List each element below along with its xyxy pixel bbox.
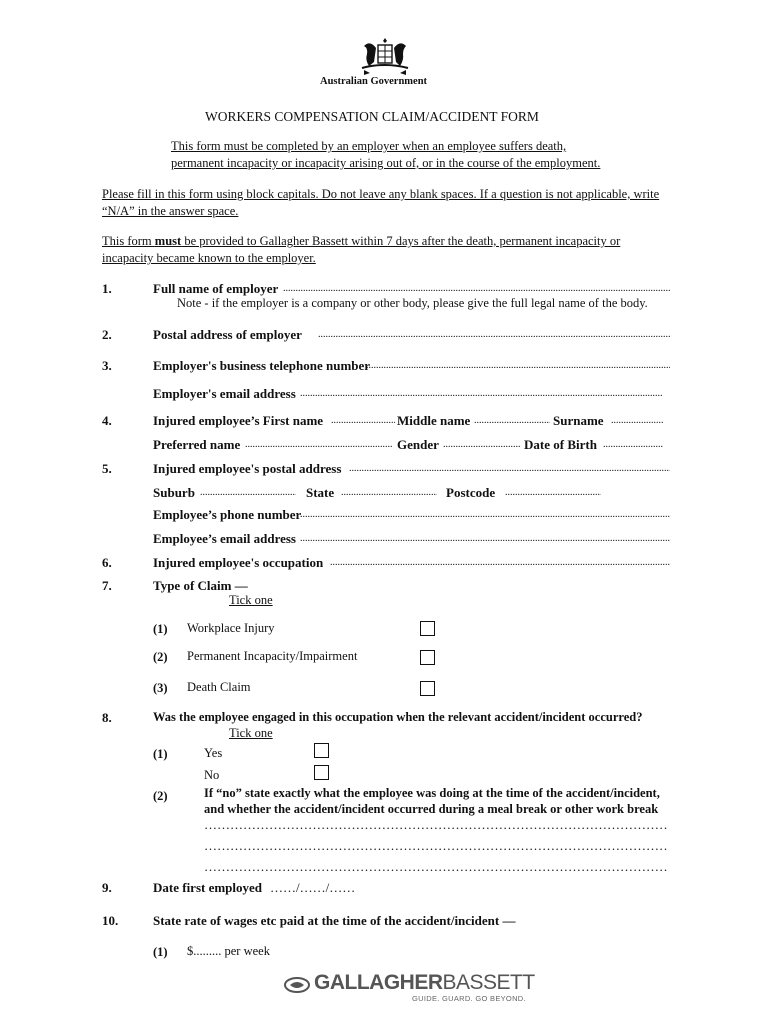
claim-type-label: Type of Claim — (153, 578, 248, 593)
employer-phone-field[interactable] (366, 360, 670, 371)
logo-name-regular: BASSETT (442, 971, 535, 994)
logo-tagline: GUIDE. GUARD. GO BEYOND. (412, 994, 526, 1003)
surname-field[interactable] (611, 415, 663, 426)
date-employed-label: Date first employed (153, 880, 263, 895)
coat-of-arms-icon (356, 36, 414, 78)
suburb-field[interactable] (200, 487, 296, 498)
q6-number: 6. (102, 555, 112, 570)
employee-postal-label: Injured employee's postal address (153, 461, 342, 476)
if-no-line-1: If “no” state exactly what the employee was doing at the time of the accident/incident, (204, 786, 660, 800)
postcode-field[interactable] (505, 487, 601, 498)
surname-label: Surname (553, 413, 604, 428)
employer-email-label: Employer's email address (153, 386, 296, 401)
if-no-line-2: and whether the accident/incident occurred during a meal break or other work break (204, 802, 659, 816)
instructions-line-2: “N/A” in the answer space. (102, 204, 239, 218)
employer-name-note: Note - if the employer is a company or other body, please give the full legal name of the body. (177, 296, 648, 310)
q3-number: 3. (102, 358, 112, 373)
postcode-label: Postcode (446, 485, 496, 500)
employee-phone-field[interactable] (300, 509, 670, 520)
gallagher-bassett-logo (314, 971, 535, 995)
engaged-option-1-number: (1) (153, 747, 168, 761)
middle-name-label: Middle name (397, 413, 471, 428)
provide-post: be provided to Gallagher Bassett within 7 days after the death, permanent incapacity or (181, 234, 621, 248)
q8-number: 8. (102, 710, 112, 725)
yes-label: Yes (204, 746, 223, 760)
preferred-name-field[interactable] (245, 439, 393, 450)
claim-option-3-number: (3) (153, 681, 168, 695)
claim-tick-one: Tick one (229, 593, 273, 607)
wages-label: State rate of wages etc paid at the time of the accident/incident — (153, 913, 516, 928)
employer-postal-field[interactable] (318, 329, 670, 340)
preferred-name-label: Preferred name (153, 437, 241, 452)
no-checkbox[interactable] (314, 765, 329, 780)
claim-option-1-number: (1) (153, 622, 168, 636)
if-no-answer-line-3[interactable] (204, 859, 668, 875)
employee-phone-label: Employee’s phone number (153, 507, 302, 522)
wages-per-week-field[interactable]: $......... per week (187, 944, 270, 958)
employer-email-field[interactable] (300, 388, 662, 399)
first-name-label: Injured employee’s First name (153, 413, 324, 428)
provide-line-1 (102, 234, 620, 249)
intro-line-1: This form must be completed by an employer when an employee suffers death, (171, 139, 567, 153)
engaged-question: Was the employee engaged in this occupation when the relevant accident/incident occurred? (153, 710, 643, 724)
first-name-field[interactable] (331, 415, 395, 426)
dob-field[interactable] (603, 439, 663, 450)
employer-postal-label: Postal address of employer (153, 327, 302, 342)
engaged-tick-one: Tick one (229, 726, 273, 740)
middle-name-field[interactable] (474, 415, 550, 426)
employee-email-label: Employee’s email address (153, 531, 296, 546)
q5-number: 5. (102, 461, 112, 476)
claim-option-2-number: (2) (153, 650, 168, 664)
provide-line-2: incapacity became known to the employer. (102, 251, 316, 265)
form-title: WORKERS COMPENSATION CLAIM/ACCIDENT FORM (205, 109, 539, 124)
workplace-injury-checkbox[interactable] (420, 621, 435, 636)
employee-postal-field[interactable] (349, 463, 670, 474)
occupation-field[interactable] (330, 557, 670, 568)
if-no-answer-line-2[interactable] (204, 838, 668, 854)
employee-email-field[interactable] (300, 533, 670, 544)
q2-number: 2. (102, 327, 112, 342)
government-name: Australian Government (320, 76, 428, 87)
intro-line-2: permanent incapacity or incapacity arising out of, or in the course of the employment. (171, 156, 601, 170)
q7-number: 7. (102, 578, 112, 593)
engaged-option-2-number: (2) (153, 789, 168, 803)
provide-pre: This form (102, 234, 155, 248)
provide-must: must (154, 234, 182, 248)
occupation-label: Injured employee's occupation (153, 555, 324, 570)
dob-label: Date of Birth (524, 437, 597, 452)
logo-name-bold: GALLAGHER (314, 971, 443, 994)
state-field[interactable] (341, 487, 437, 498)
date-employed-field[interactable]: ……/……/…… (270, 880, 356, 895)
if-no-answer-line-1[interactable] (204, 817, 668, 833)
claim-option-death: Death Claim (187, 680, 251, 694)
wages-option-1-number: (1) (153, 945, 168, 959)
employer-phone-label: Employer's business telephone number (153, 358, 371, 373)
employer-name-label: Full name of employer (153, 281, 279, 296)
gender-label: Gender (397, 437, 439, 452)
q9-number: 9. (102, 880, 112, 895)
state-label: State (306, 485, 335, 500)
claim-option-workplace-injury: Workplace Injury (187, 621, 275, 635)
instructions-line-1: Please fill in this form using block capitals. Do not leave any blank spaces. If a question is not applicable, write (102, 187, 660, 201)
employer-name-field[interactable] (283, 283, 670, 294)
claim-option-permanent-incapacity: Permanent Incapacity/Impairment (187, 649, 358, 663)
yes-checkbox[interactable] (314, 743, 329, 758)
suburb-label: Suburb (153, 485, 195, 500)
death-claim-checkbox[interactable] (420, 681, 435, 696)
gallagher-bassett-logo-icon (284, 976, 312, 994)
permanent-incapacity-checkbox[interactable] (420, 650, 435, 665)
no-label: No (204, 768, 220, 782)
gender-field[interactable] (443, 439, 521, 450)
q1-number: 1. (102, 281, 112, 296)
q10-number: 10. (102, 913, 119, 928)
q4-number: 4. (102, 413, 112, 428)
